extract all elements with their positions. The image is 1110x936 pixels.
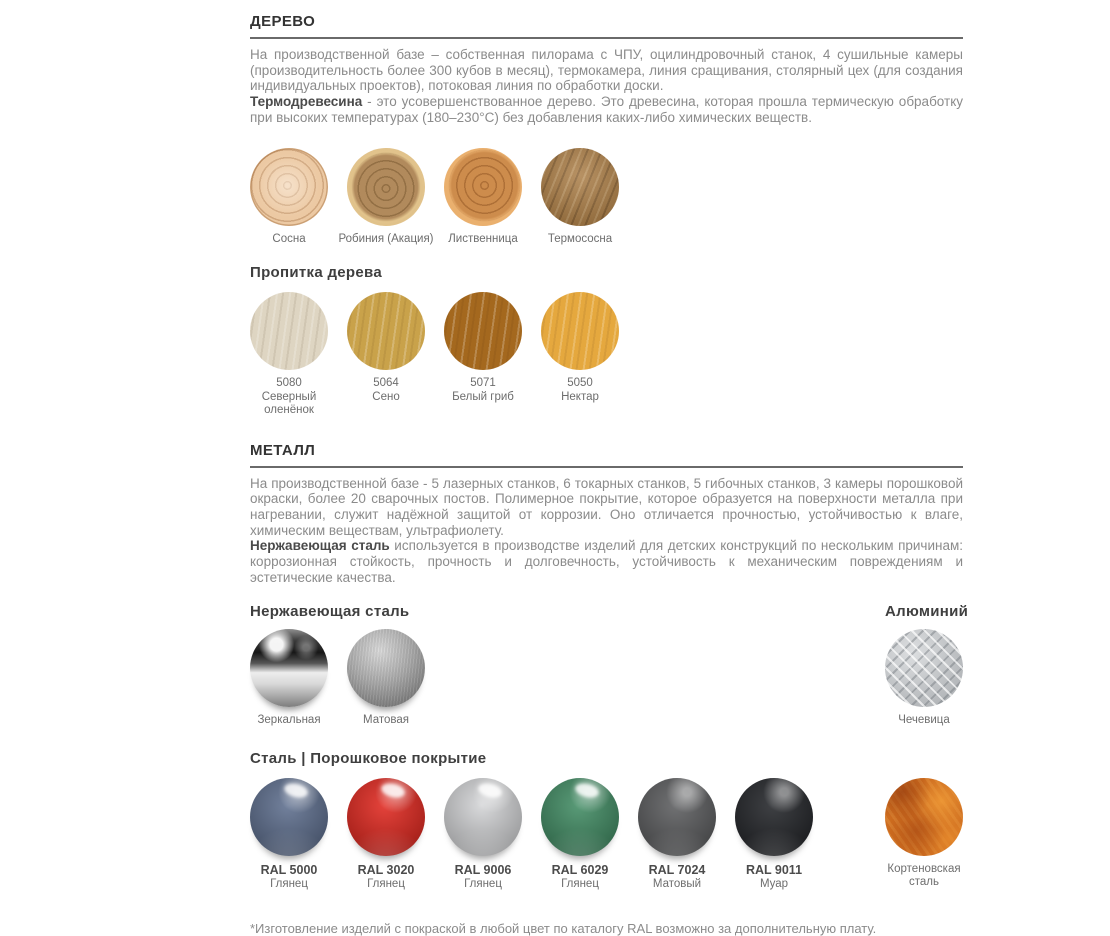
ral-swatch-5000: [250, 778, 328, 856]
ral-item: [735, 778, 813, 892]
swatch-label: RAL 6029 Глянец: [551, 862, 609, 890]
swatch-label: Робиния (Акация): [338, 232, 434, 245]
thermowood-lead: Термодревесина: [250, 94, 363, 110]
swatch-label: 5080 Северный оленёнок: [261, 377, 317, 417]
wood-species-item: [338, 148, 434, 247]
wood-swatch-robinia: [347, 148, 425, 226]
impregnation-item: [250, 292, 328, 418]
ral-swatch-9006: [444, 778, 522, 856]
wood-swatch-pine: [250, 148, 328, 226]
swatch-label: Матовая: [363, 714, 409, 727]
aluminum-title: Алюминий: [885, 603, 969, 621]
impregnation-item: [444, 292, 522, 404]
swatch-label: Чечевица: [898, 714, 950, 727]
stainless-swatch-mirror: [250, 629, 328, 707]
aluminum-swatch-lentil: [885, 629, 963, 707]
ral-footnote: *Изготовление изделий с покраской в любой цвет по каталогу RAL возможно за дополнительную плату.: [250, 921, 877, 936]
metal-intro: [250, 476, 963, 586]
swatch-label: RAL 7024 Матовый: [648, 862, 706, 890]
impregnation-swatch-5064: [347, 292, 425, 370]
stainless-item: [250, 629, 328, 728]
ral-row: [250, 778, 963, 892]
stainless-lead: Нержавеющая сталь: [250, 538, 390, 554]
impregnation-swatch-5071: [444, 292, 522, 370]
corten-item: [885, 778, 963, 890]
impregnation-swatch-5050: [541, 292, 619, 370]
swatch-label: Лиственница: [448, 232, 518, 245]
steel-headings-row: [250, 603, 969, 621]
wood-species-item: [444, 148, 522, 247]
aluminum-item: [885, 629, 963, 728]
wood-swatch-thermopine: [541, 148, 619, 226]
swatch-label: 5064 Сено: [372, 377, 400, 403]
wood-species-item: [250, 148, 328, 247]
impregnation-title: Пропитка дерева: [250, 264, 382, 282]
wood-species-item: [541, 148, 619, 247]
ral-swatch-3020: [347, 778, 425, 856]
swatch-label: RAL 9006 Глянец: [454, 862, 512, 890]
swatch-label: RAL 9011 Муар: [745, 862, 803, 890]
impregnation-row: [250, 292, 963, 418]
powder-coating-title: Сталь | Порошковое покрытие: [250, 749, 487, 767]
swatch-label: Сосна: [272, 232, 306, 245]
ral-swatch-6029: [541, 778, 619, 856]
wood-intro-paragraph: На производственной базе – собственная пилорама с ЧПУ, оцилиндровочный станок, 4 сушильные камеры (производительность более 300 кубов в месяц), термокамера, линия сращивания, столярный цех (для создания индивидуальных проектов), потоковая линия по обработки доски.: [250, 47, 963, 94]
wood-section: [250, 13, 963, 418]
wood-species-row: [250, 148, 963, 247]
swatch-label: 5071 Белый гриб: [452, 377, 514, 403]
stainless-paragraph: Нержавеющая сталь используется в производстве изделий для детских конструкций по нескольким причинам: коррозионная стойкость, прочность и долговечность, устойчивость к механическим повреждениям и эстетические качества.: [250, 538, 963, 585]
wood-intro: [250, 47, 963, 126]
corten-steel-swatch: [885, 778, 963, 856]
stainless-swatch-matte: [347, 629, 425, 707]
ral-item: [444, 778, 522, 892]
stainless-title: Нержавеющая сталь: [250, 603, 410, 621]
swatch-label: 5050 Нектар: [561, 377, 599, 403]
metal-section: [250, 441, 969, 892]
stainless-item: [347, 629, 425, 728]
impregnation-swatch-5080: [250, 292, 328, 370]
ral-swatch-7024: [638, 778, 716, 856]
swatch-label: Термососна: [547, 232, 613, 245]
ral-item: [638, 778, 716, 892]
wood-swatch-larch: [444, 148, 522, 226]
swatch-label: Зеркальная: [257, 714, 321, 727]
stainless-row: [250, 629, 963, 728]
metal-section-title: МЕТАЛЛ: [250, 442, 963, 468]
thermowood-paragraph: Термодревесина - это усовершенствованное дерево. Это древесина, которая прошла термическую обработку при высоких температурах (180–230°С) без добавления каких-либо химических веществ.: [250, 94, 963, 125]
ral-item: [347, 778, 425, 892]
swatch-label: RAL 5000 Глянец: [260, 862, 318, 890]
metal-intro-paragraph: На производственной базе - 5 лазерных станков, 6 токарных станков, 5 гибочных станков, 3 камеры порошковой окраски, более 20 сварочных постов. Полимерное покрытие, которое образуется на поверхности металла при нагревании, служит надёжной защитой от коррозии. Оно отличается прочностью, устойчивостью к влаге, химическим веществам, ультрафиолету.: [250, 475, 963, 538]
wood-section-title: ДЕРЕВО: [250, 13, 963, 39]
swatch-label: Кортеновская сталь: [887, 862, 961, 889]
ral-item: [541, 778, 619, 892]
materials-page: [250, 0, 969, 936]
impregnation-item: [347, 292, 425, 404]
ral-swatch-9011: [735, 778, 813, 856]
ral-item: [250, 778, 328, 892]
swatch-label: RAL 3020 Глянец: [357, 862, 415, 890]
impregnation-item: [541, 292, 619, 404]
